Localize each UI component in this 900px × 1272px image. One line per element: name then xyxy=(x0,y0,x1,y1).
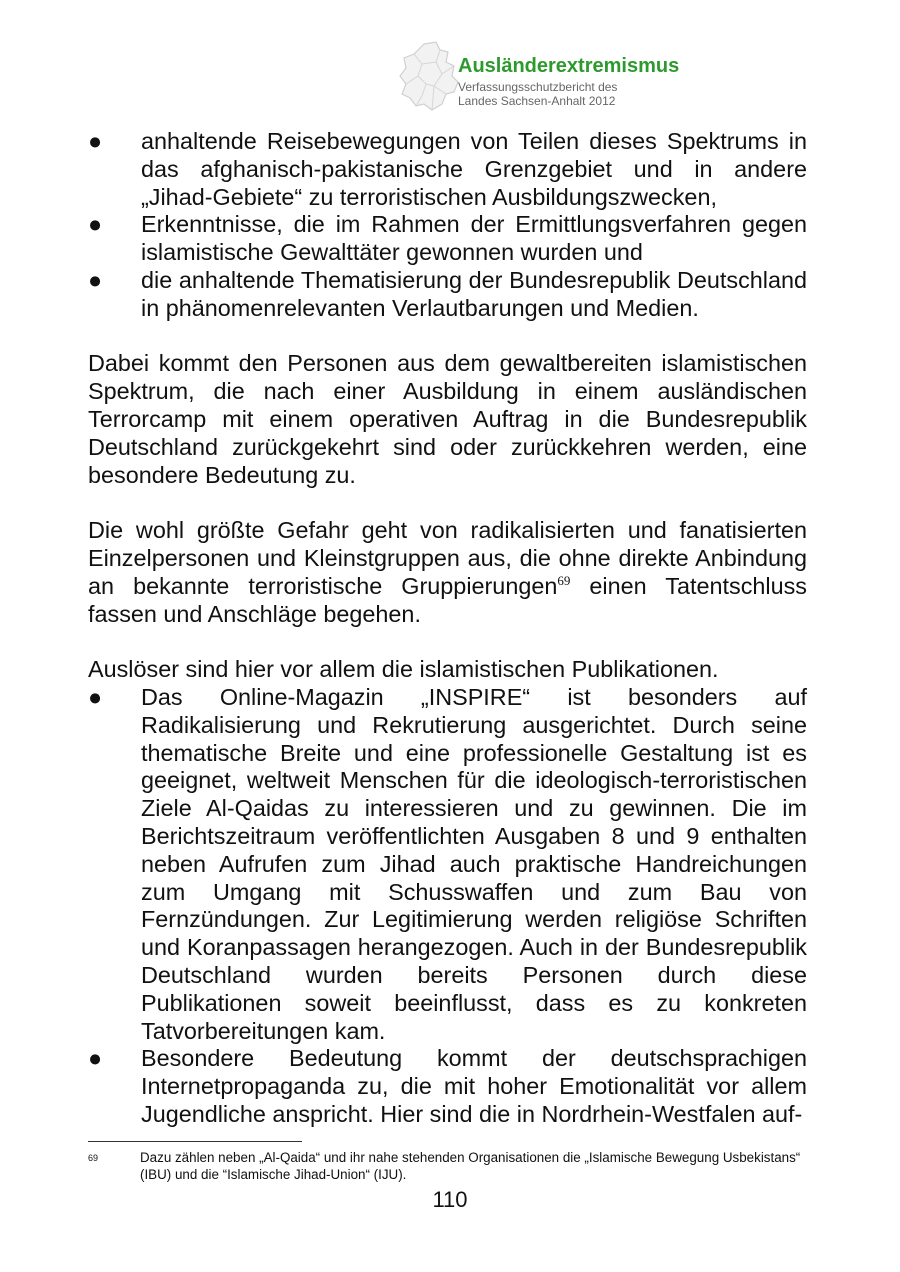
list-item xyxy=(88,128,807,211)
header-subtitle-line1: Verfassungsschutzbericht des xyxy=(458,80,618,94)
list-item xyxy=(88,267,807,323)
bullet-list-indicators xyxy=(88,128,807,323)
list-item-text: anhaltende Reisebewegungen von Teilen dieses Spektrums in das afghanisch-pakistanische Grenzgebiet und in andere „Jihad-Gebiete“ zu terroristischen Ausbildungszwecken, xyxy=(141,128,807,210)
body-text xyxy=(88,128,807,1129)
list-item-text: Das Online-Magazin „INSPIRE“ ist besonders auf Radikalisierung und Rekrutierung ausgerichtet. Durch seine thematische Breite und eine professionelle Gestaltung ist es geeignet, weltweit Menschen für die ideologisch-terroristischen Ziele Al-Qaidas zu interessieren und zu gewinnen. Die im Berichtszeitraum veröffentlichten Ausgaben 8 und 9 enthalten neben Aufrufen zum Jihad auch praktische Handreichungen zum Umgang mit Schusswaffen und zum Bau von Fernzündungen. Zur Legitimierung werden religiöse Schriften und Koranpassagen herangezogen. Auch in der Bundesrepublik Deutschland wurden bereits Personen durch diese Publikationen soweit beeinflusst, dass es zu konkreten Tatvorbereitungen kam. xyxy=(141,683,807,1044)
list-item-text: die anhaltende Thematisierung der Bundesrepublik Deutschland in phänomenrelevanten Verlautbarungen und Medien. xyxy=(141,266,807,321)
bullet-icon: ● xyxy=(88,683,103,710)
bullet-icon: ● xyxy=(88,128,103,154)
list-item-text: Erkenntnisse, die im Rahmen der Ermittlungsverfahren gegen islamistische Gewalttäter gewonnen wurden und xyxy=(141,211,807,266)
paragraph-triggers: Auslöser sind hier vor allem die islamistischen Publikationen. xyxy=(88,656,719,683)
paragraph-greatest-danger xyxy=(88,517,807,628)
footnote-text: Dazu zählen neben „Al-Qaida“ und ihr nahe stehenden Organisationen die „Islamische Bewegung Usbekistans“ (IBU) und die “Islamische Jihad-Union“ (IJU). xyxy=(140,1150,801,1182)
list-item xyxy=(88,1045,807,1128)
paragraph-returnees: Dabei kommt den Personen aus dem gewaltbereiten islamistischen Spektrum, die nach einer Ausbildung in einem ausländischen Terrorcamp mit einem operativen Auftrag in die Bundesrepublik Deutschland zurückgekehrt sind oder zurückkehren werden, eine besondere Bedeutung zu. xyxy=(88,350,807,488)
saxony-anhalt-map-logo xyxy=(396,40,466,112)
page-number: 110 xyxy=(432,1187,468,1212)
bullet-icon: ● xyxy=(88,211,103,238)
header-subtitle xyxy=(458,80,617,108)
page-header xyxy=(396,40,816,120)
header-subtitle-line2: Landes Sachsen-Anhalt 2012 xyxy=(458,94,616,108)
paragraph-text-start: Die wohl größte Gefahr geht von radikalisierten und fanatisierten Einzelpersonen und Kleinstgruppen aus, die ohne direkte Anbindung an bekannte terroristische Gruppierungen xyxy=(88,517,807,599)
header-title: Ausländerextremismus xyxy=(458,55,680,77)
footnote-reference[interactable]: 69 xyxy=(557,572,571,588)
footnote-divider xyxy=(88,1141,302,1142)
bullet-icon: ● xyxy=(88,266,103,293)
bullet-list-publications xyxy=(88,684,807,1129)
list-item-text: Besondere Bedeutung kommt der deutschsprachigen Internetpropaganda zu, die mit hoher Emotionalität vor allem Jugendliche anspricht. Hier sind die in Nordrhein-Westfalen auf- xyxy=(141,1045,807,1127)
footnote xyxy=(88,1150,807,1183)
bullet-icon: ● xyxy=(88,1045,103,1072)
paragraph-text-end: einen Tatentschluss fassen und Anschläge begehen. xyxy=(88,572,807,627)
list-item xyxy=(88,211,807,267)
list-item xyxy=(88,684,807,1045)
footnote-number: 69 xyxy=(88,1153,99,1163)
